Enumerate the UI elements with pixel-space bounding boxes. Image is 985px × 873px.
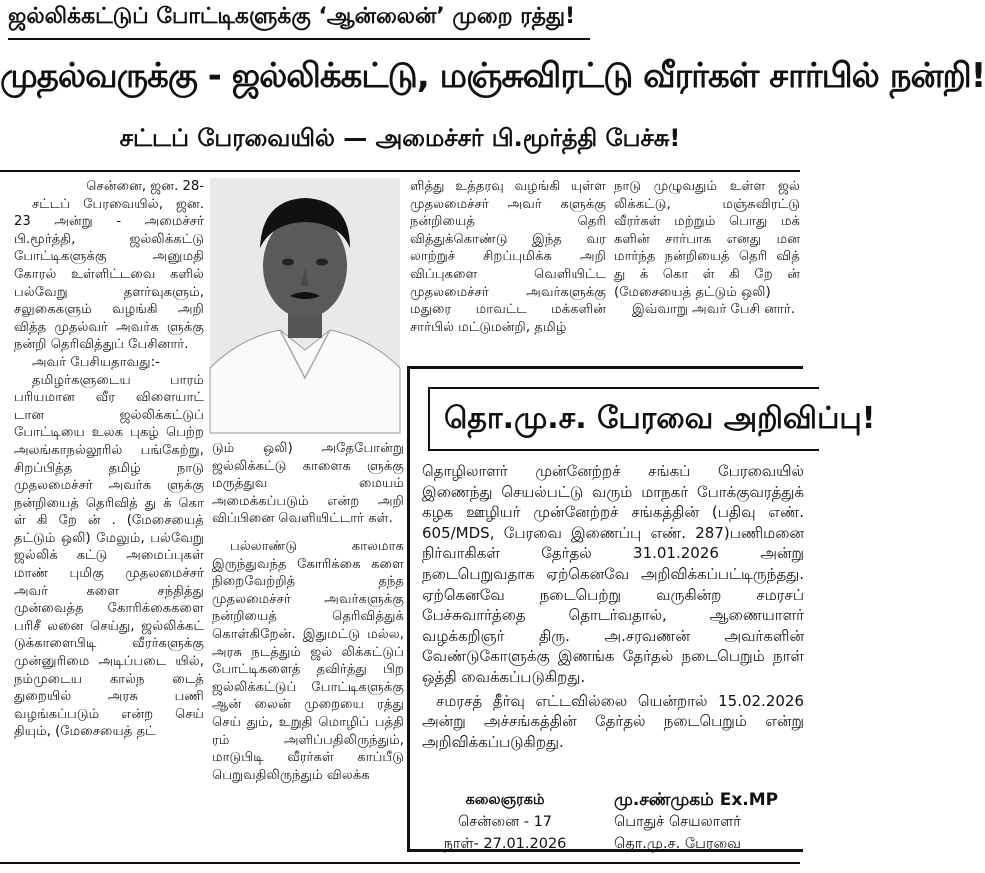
signatory-org: தொ.மு.ச. பேரவை — [614, 836, 742, 852]
article-paragraph: ளித்து உத்தரவு வழங்கி யுள்ள முதலமைச்சர் அவர் களுக்கு நன்றியைத் தெரி வித்துக்கொண்டு இந்த வர லாற்றுச் சிறப்புமிக்க அறி விப்புகளை வெளியிட்ட முதலமைச்சர் அவர்களுக்கு மதுரை மாவட்ட மக்களின் சார்பில் மட்டுமன்றி, தமிழ் — [410, 179, 606, 335]
bottom-divider — [0, 862, 800, 864]
office-city: சென்னை - 17 — [457, 814, 553, 830]
sub-headline: சட்டப் பேரவையில் — அமைச்சர் பி.மூர்த்தி பேச்சு! — [119, 124, 681, 152]
article-paragraph: டும் ஒலி) அதேபோன்று ஜல்லிக்கட்டு காளைக ளுக்கு மருத்துவ மையம் அமைக்கப்படும் என்ற அறி விப்பினை வெளியிட்டார் கள். — [212, 441, 404, 527]
main-headline: முதல்வருக்கு - ஜல்லிக்கட்டு, மஞ்சுவிரட்டு வீரர்கள் சார்பில் நன்றி! — [0, 56, 985, 96]
signatory-name: மு.சண்முகம் Ex.MP — [614, 790, 779, 810]
notice-signature-left — [430, 789, 580, 855]
article-paragraph: நாடு முழுவதும் உள்ள ஜல் லிக்கட்டு, மஞ்சுவிரட்டு வீரர்கள் மற்றும் பொது மக் களின் சார்பாக எனது மன மார்ந்த நன்றியைத் தெரி வித் து க் கொ ள் கி றே ன் (மேசையைத் தட்டும் ஒலி) — [614, 179, 800, 300]
article-paragraph: இவ்வாறு அவர் பேசி னார். — [632, 302, 795, 318]
notice-title: தொ.மு.ச. பேரவை அறிவிப்பு! — [428, 387, 819, 451]
minister-portrait-photo — [210, 178, 400, 433]
kicker-headline: ஜல்லிக்கட்டுப் போட்டிகளுக்கு ‘ஆன்லைன்’ முறை ரத்து! — [8, 4, 590, 40]
article-paragraph: சட்டப் பேரவையில், ஜன. 23 அன்று - அமைச்சர் பி.மூர்த்தி, ஜல்லிக்கட்டு போட்டிகளுக்கு அனுமதி கோரல் உள்ளிட்டவை களில் பல்வேறு தளர்வுகளும், சலுகைகளும் வழங்கி அறி வித்த முதல்வர் அவர்க ளுக்கு நன்றி தெரிவித்துப் பேசினார். — [14, 196, 204, 353]
article-column-2 — [212, 440, 404, 860]
notice-date: நாள்- 27.01.2026 — [443, 836, 567, 852]
article-column-3 — [410, 178, 606, 356]
notice-paragraph: சமரசத் தீர்வு எட்டவில்லை யென்றால் 15.02.2026 அன்று அச்சங்கத்தின் தேர்தல் நடைபெறும் என்று அறிவிக்கப்படுகிறது. — [422, 691, 804, 751]
portrait-illustration — [210, 178, 400, 433]
office-name: கலைஞரகம் — [465, 792, 545, 808]
notice-paragraph: தொழிலாளர் முன்னேற்றச் சங்கப் பேரவையில் இணைந்து செயல்பட்டு வரும் மாநகர் போக்குவரத்துக் கழக ஊழியர் முன்னேற்றச் சங்கத்தின் (பதிவு எண். 605/MDS, பேரவை இணைப்பு எண். 287)பணிமனை நிர்வாகிகள் தேர்தல் 31.01.2026 அன்று நடைபெறுவதாக ஏற்கெனவே அறிவிக்கப்பட்டிருந்தது. ஏற்கெனவே நடைபெற்று வருகின்ற சமரசப் பேச்சுவார்த்தை தொடர்வதால், ஆணையாளர் வழக்கறிஞர் திரு. அ.சரவணன் அவர்களின் வேண்டுகோளுக்கு இணங்க தேர்தல் நடைபெறும் நாள் ஒத்தி வைக்கப்படுகிறது. — [422, 462, 804, 686]
article-paragraph: பல்லாண்டு காலமாக இருந்துவந்த கோரிக்கை களை நிறைவேற்றித் தந்த முதலமைச்சர் அவர்களுக்கு நன்றியைத் தெரிவித்துக் கொள்கிறேன். இதுமட்டு மல்ல, அரசு நடத்தும் ஜல் லிக்கட்டுப் போட்டிகளைத் தவிர்த்து பிற ஜல்லிக்கட்டுப் போட்டிகளுக்கு ஆன் லைன் முறையை ரத்து செய் தும், உறுதி மொழிப் பத்தி ரம் அளிப்பதிலிருந்தும், மாடுபிடி வீரர்கள் காப்பீடு பெறுவதிலிருந்தும் விலக்க — [212, 538, 404, 783]
notice-box — [407, 366, 876, 852]
dateline: சென்னை, ஜன. 28- — [86, 179, 204, 194]
article-paragraph: தமிழர்களுடைய பாரம் பரியமான வீர விளையாட் டான ஜல்லிக்கட்டுப் போட்டியை உலக புகழ் பெற்ற அலங்காநல்லூரில் பங்கேற்று, சிறப்பித்த தமிழ் நாடு முதலமைச்சர் அவர்க ளுக்கு நன்றியைத் தெரிவித் து க் கொ ள் கி றே ன் . (மேசையைத் தட்டும் ஒலி) மேலும், பல்வேறு ஜல்லிக் கட்டு அமைப்புகள் மாண் புமிகு முதலமைச்சர் அவர் களை சந்தித்து முன்வைத்த கோரிக்கைகளை பரிசீ லனை செய்து, ஜல்லிக்கட் டுக்காளைபிடி வீரர்களுக்கு முன்னுரிமை அடிப்படை யில், நம்முடைய கால்ந டைத் துறையில் அரசு பணி வழங்கப்படும் என்ற செய் தியும், (மேசையைத் தட் — [14, 372, 204, 740]
notice-signature-right — [614, 789, 778, 855]
top-divider — [0, 170, 800, 172]
signatory-title: பொதுச் செயலாளர் — [614, 814, 741, 830]
article-column-4 — [614, 178, 800, 356]
article-column-1 — [14, 178, 204, 858]
article-paragraph: அவர் பேசியதாவது:- — [32, 354, 160, 370]
notice-body — [422, 461, 804, 752]
